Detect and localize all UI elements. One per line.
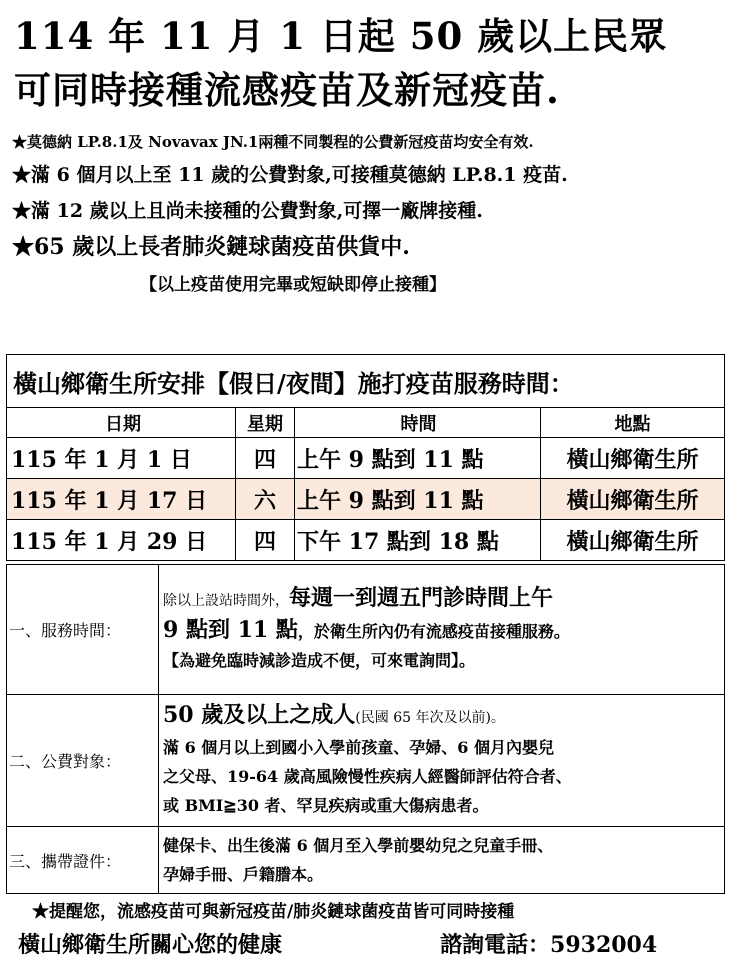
eligibility-emph: 50 歲及以上之成人	[163, 702, 356, 728]
table-row	[7, 438, 725, 479]
service-suffix: ，於衛生所內仍有流感疫苗接種服務。	[297, 622, 570, 641]
row-place: 橫山鄉衛生所	[541, 438, 725, 479]
footer-care: 橫山鄉衛生所關心您的健康	[18, 932, 283, 958]
row-time: 下午 17 點到 18 點	[295, 520, 541, 561]
notice-12-years: ★滿 12 歲以上且尚未接種的公費對象,可擇一廠牌接種.	[12, 200, 483, 222]
row-weekday: 六	[236, 479, 295, 520]
notice-brands: ★莫德納 LP.8.1及 Novavax JN.1兩種不同製程的公費新冠疫苗均安全有效.	[12, 133, 534, 151]
row-time: 上午 9 點到 11 點	[295, 479, 541, 520]
stop-note: 【以上疫苗使用完畢或短缺即停止接種】	[140, 275, 446, 295]
table-row	[7, 479, 725, 520]
documents-content	[159, 827, 725, 894]
row-date: 115 年 1 月 17 日	[7, 479, 236, 520]
column-date: 日期	[7, 408, 236, 438]
service-content	[159, 565, 725, 695]
schedule-table	[6, 354, 725, 561]
row-place: 橫山鄉衛生所	[541, 479, 725, 520]
service-note: 【為避免臨時減診造成不便，可來電詢問】。	[163, 651, 476, 670]
column-weekday: 星期	[236, 408, 295, 438]
column-time: 時間	[295, 408, 541, 438]
title-line-1: 114 年 11 月 1 日起 50 歲以上民眾	[14, 14, 668, 58]
phone-label: 諮詢電話：	[440, 932, 551, 958]
row-time: 上午 9 點到 11 點	[295, 438, 541, 479]
service-prefix: 除以上設站時間外，	[163, 593, 289, 609]
documents-label: 三、攜帶證件：	[7, 827, 159, 894]
service-emph-2: 9 點到 11 點	[163, 617, 298, 643]
footer-phone	[440, 928, 657, 959]
row-weekday: 四	[236, 438, 295, 479]
table-row	[7, 520, 725, 561]
row-date: 115 年 1 月 1 日	[7, 438, 236, 479]
eligibility-emph-note: (民國 65 年次及以前)。	[355, 710, 505, 726]
notice-6-months: ★滿 6 個月以上至 11 歲的公費對象,可接種莫德納 LP.8.1 疫苗.	[12, 164, 568, 186]
title-line-2: 可同時接種流感疫苗及新冠疫苗.	[14, 68, 560, 112]
footer-reminder: ★提醒您，流感疫苗可與新冠疫苗/肺炎鏈球菌疫苗皆可同時接種	[32, 902, 515, 922]
service-label: 一、服務時間：	[7, 565, 159, 695]
notice-pneumococcal: ★65 歲以上長者肺炎鏈球菌疫苗供貨中.	[12, 234, 410, 260]
documents-line-2: 孕婦手冊、戶籍謄本。	[163, 865, 324, 884]
row-date: 115 年 1 月 29 日	[7, 520, 236, 561]
eligibility-line-2: 滿 6 個月以上到國小入學前孩童、孕婦、6 個月內嬰兒	[163, 738, 554, 757]
service-emph-1: 每週一到週五門診時間上午	[289, 585, 554, 611]
info-table	[6, 564, 725, 894]
documents-line-1: 健保卡、出生後滿 6 個月至入學前嬰幼兒之兒童手冊、	[163, 836, 554, 855]
column-place: 地點	[541, 408, 725, 438]
eligibility-line-3: 之父母、19-64 歲高風險慢性疾病人經醫師評估符合者、	[163, 767, 572, 786]
phone-number: 5932004	[550, 932, 658, 958]
eligibility-content	[159, 695, 725, 827]
row-weekday: 四	[236, 520, 295, 561]
eligibility-label: 二、公費對象：	[7, 695, 159, 827]
row-place: 橫山鄉衛生所	[541, 520, 725, 561]
schedule-heading: 橫山鄉衛生所安排【假日/夜間】施打疫苗服務時間：	[7, 355, 725, 408]
eligibility-line-4: 或 BMI≧30 者、罕見疾病或重大傷病患者。	[163, 796, 489, 815]
